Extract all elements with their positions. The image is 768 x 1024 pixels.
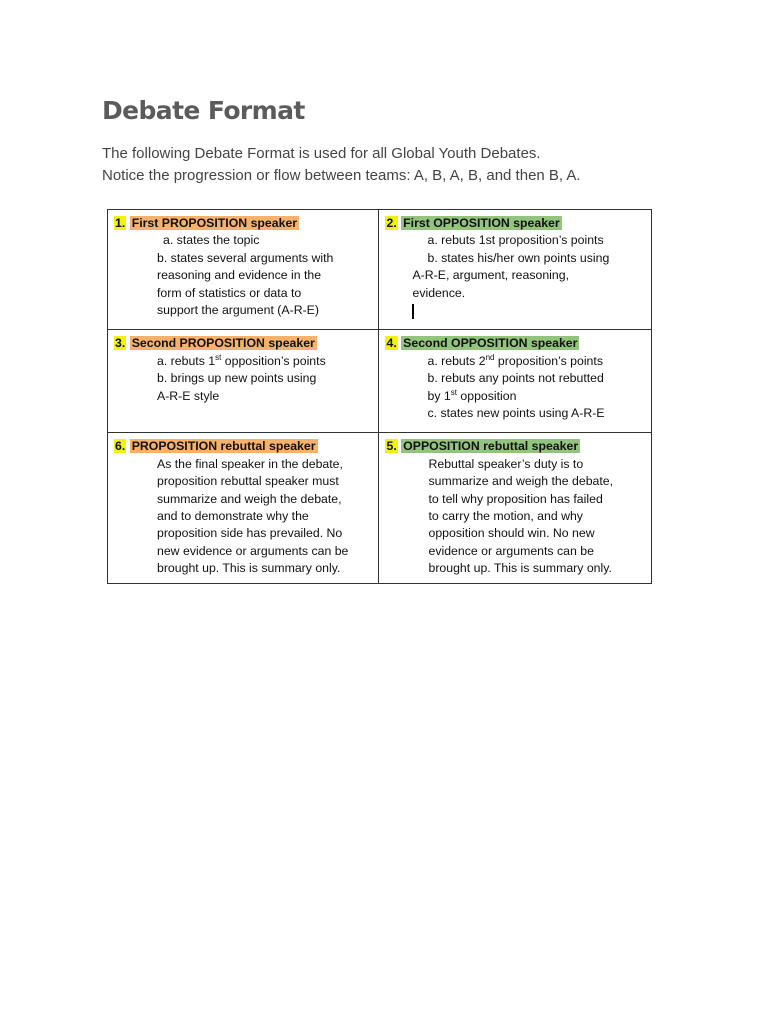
intro-line-1: The following Debate Format is used for all Global Youth Debates.: [102, 145, 541, 162]
cell-second-opposition: [379, 330, 652, 433]
cell-line: brought up. This is summary only.: [428, 561, 612, 576]
cell-second-proposition: [108, 330, 379, 433]
speaker-number: 4.: [386, 336, 397, 351]
speaker-heading: Second OPPOSITION speaker: [403, 336, 578, 351]
cell-line: summarize and weigh the debate,: [428, 474, 614, 489]
cell-line: b. states several arguments with: [157, 250, 334, 265]
ordinal-suffix: nd: [485, 352, 495, 362]
speaker-number: 3.: [115, 336, 126, 351]
cell-body: [114, 456, 372, 578]
table-row: [108, 433, 652, 584]
cell-body: [385, 353, 645, 423]
cell-line: to carry the motion, and why: [428, 509, 583, 524]
cell-body: [385, 232, 645, 324]
cell-body: [114, 232, 372, 319]
cell-heading: [114, 215, 372, 232]
line-text: a. rebuts 2: [427, 353, 486, 368]
cell-first-opposition: [379, 210, 652, 330]
cell-line: brought up. This is summary only.: [157, 561, 341, 576]
text-cursor-icon: [412, 304, 414, 319]
speaker-number: 6.: [115, 439, 126, 454]
cell-line: proposition rebuttal speaker must: [157, 474, 339, 489]
page-title: Debate Format: [102, 96, 305, 125]
speaker-number: 2.: [386, 216, 397, 230]
cell-first-proposition: [108, 210, 379, 330]
cell-line: proposition side has prevailed. No: [157, 526, 343, 541]
line-text: a. rebuts 1: [157, 353, 216, 368]
cell-line: [427, 388, 645, 405]
cell-line: Rebuttal speaker’s duty is to: [428, 456, 584, 471]
speaker-heading: First OPPOSITION speaker: [403, 216, 560, 230]
speaker-heading: PROPOSITION rebuttal speaker: [131, 439, 316, 454]
cell-line: to tell why proposition has failed: [428, 491, 603, 506]
ordinal-suffix: st: [215, 352, 222, 362]
cell-heading: [385, 438, 645, 455]
cell-body: [385, 456, 645, 578]
cell-heading: [114, 438, 372, 455]
cell-opposition-rebuttal: [379, 433, 652, 584]
cell-line: A-R-E, argument, reasoning,: [412, 268, 569, 283]
cell-line: c. states new points using A-R-E: [427, 406, 605, 421]
line-text: opposition’s points: [221, 353, 326, 368]
cell-line: [427, 353, 645, 370]
cell-line: evidence.: [412, 285, 466, 300]
text-cursor: [412, 302, 645, 324]
cell-line: summarize and weigh the debate,: [157, 491, 342, 506]
cell-line: support the argument (A-R-E): [157, 303, 319, 318]
cell-line: b. states his/her own points using: [427, 250, 610, 265]
cell-line: [157, 353, 372, 370]
cell-line: a. rebuts 1st proposition’s points: [427, 233, 604, 248]
cell-proposition-rebuttal: [108, 433, 379, 584]
cell-line: opposition should win. No new: [428, 526, 595, 541]
intro-line-2: Notice the progression or flow between teams: A, B, A, B, and then B, A.: [102, 167, 581, 184]
cell-line: b. brings up new points using: [157, 371, 317, 386]
speaker-number: 1.: [115, 216, 126, 230]
cell-body: [114, 353, 372, 405]
line-text: proposition’s points: [494, 353, 603, 368]
speaker-number: 5.: [386, 439, 397, 454]
intro-text: [102, 143, 581, 187]
cell-line: A-R-E style: [157, 388, 220, 403]
cell-line: evidence or arguments can be: [428, 543, 594, 558]
cell-line: As the final speaker in the debate,: [157, 456, 343, 471]
ordinal-suffix: st: [450, 387, 457, 397]
cell-line: new evidence or arguments can be: [157, 543, 349, 558]
debate-format-table: [107, 209, 652, 584]
line-text: by 1: [427, 388, 451, 403]
cell-line: form of statistics or data to: [157, 285, 302, 300]
line-text: opposition: [456, 388, 517, 403]
cell-line: and to demonstrate why the: [157, 509, 309, 524]
speaker-heading: Second PROPOSITION speaker: [131, 336, 315, 351]
table-row: [108, 330, 652, 433]
cell-line: reasoning and evidence in the: [157, 268, 322, 283]
cell-heading: [385, 215, 645, 232]
cell-heading: [385, 335, 645, 352]
cell-line: a. states the topic: [163, 233, 260, 248]
table-row: [108, 210, 652, 330]
speaker-heading: OPPOSITION rebuttal speaker: [403, 439, 579, 454]
speaker-heading: First PROPOSITION speaker: [131, 216, 298, 230]
cell-line: b. rebuts any points not rebutted: [427, 371, 604, 386]
cell-heading: [114, 335, 372, 352]
